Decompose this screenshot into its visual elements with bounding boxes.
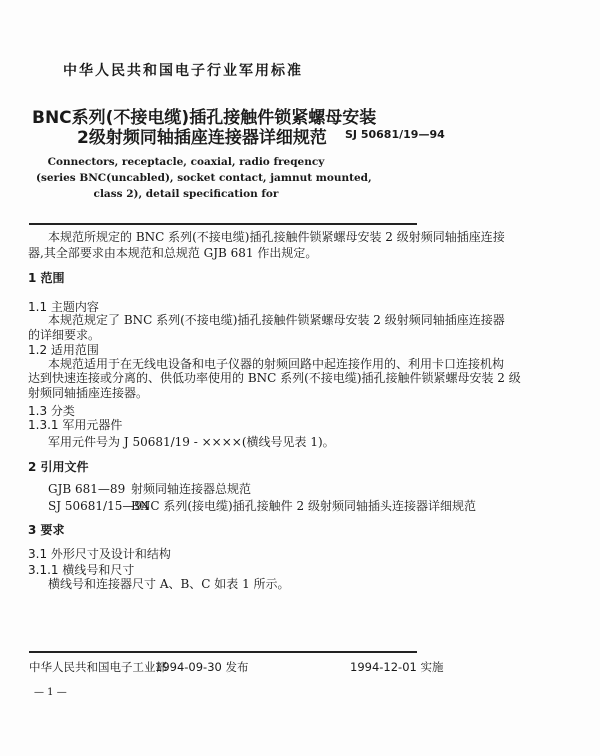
- body-line: 横线号和连接器尺寸 A、B、C 如表 1 所示。: [48, 577, 290, 591]
- top-rule: [29, 223, 417, 225]
- body-line: 军用元件号为 J 50681/19 - ××××(横线号见表 1)。: [48, 435, 335, 449]
- ref-code: GJB 681—89: [48, 482, 126, 496]
- body-line: 本规范适用于在无线电设备和电子仪器的射频回路中起连接作用的、利用卡口连接机构: [48, 357, 505, 371]
- intro-line: 器,其全部要求由本规范和总规范 GJB 681 作出规定。: [28, 246, 318, 260]
- footer-rule: [29, 651, 417, 653]
- issuer: 中华人民共和国电子工业部: [29, 660, 167, 674]
- ref-title: BNC 系列(接电缆)插孔接触件 2 级射频同轴插头连接器详细规范: [131, 499, 476, 513]
- english-title-1: Connectors, receptacle, coaxial, radio freqency: [47, 156, 325, 168]
- section-1-2-heading: 1.2 适用范围: [28, 343, 99, 357]
- body-line: 射频同轴插座连接器。: [28, 386, 149, 400]
- body-line: 本规范规定了 BNC 系列(不接电缆)插孔接触件锁紧螺母安装 2 级射频同轴插座连接器: [48, 313, 505, 327]
- page-number: — 1 —: [34, 687, 67, 698]
- section-3-heading: 3 要求: [28, 523, 65, 537]
- standard-code: SJ 50681/19—94: [345, 128, 445, 141]
- issue-date: 1994-09-30 发布: [155, 660, 249, 674]
- title-line-2: 2级射频同轴插座连接器详细规范: [77, 128, 327, 148]
- body-line: 的详细要求。: [28, 328, 101, 342]
- section-3-1-1-heading: 3.1.1 横线号和尺寸: [28, 563, 135, 577]
- section-1-1-heading: 1.1 主题内容: [28, 300, 99, 314]
- intro-line: 本规范所规定的 BNC 系列(不接电缆)插孔接触件锁紧螺母安装 2 级射频同轴插座连接: [48, 230, 505, 244]
- section-1-3-heading: 1.3 分类: [28, 404, 75, 418]
- ref-title: 射频同轴连接器总规范: [131, 482, 252, 496]
- standard-header: 中华人民共和国电子行业军用标准: [63, 63, 303, 79]
- effective-date: 1994-12-01 实施: [350, 660, 444, 674]
- english-title-2: (series BNC(uncabled), socket contact, jamnut mounted,: [36, 172, 372, 184]
- section-1-3-1-heading: 1.3.1 军用元器件: [28, 418, 123, 432]
- english-title-3: class 2), detail specification for: [93, 188, 279, 200]
- section-1-heading: 1 范围: [28, 271, 65, 285]
- body-line: 达到快速连接或分离的、供低功率使用的 BNC 系列(不接电缆)插孔接触件锁紧螺母安装 2 级: [28, 371, 521, 385]
- ref-code: SJ 50681/15—94: [48, 499, 150, 513]
- section-3-1-heading: 3.1 外形尺寸及设计和结构: [28, 547, 171, 561]
- title-line-1: BNC系列(不接电缆)插孔接触件锁紧螺母安装: [32, 108, 377, 128]
- section-2-heading: 2 引用文件: [28, 460, 89, 474]
